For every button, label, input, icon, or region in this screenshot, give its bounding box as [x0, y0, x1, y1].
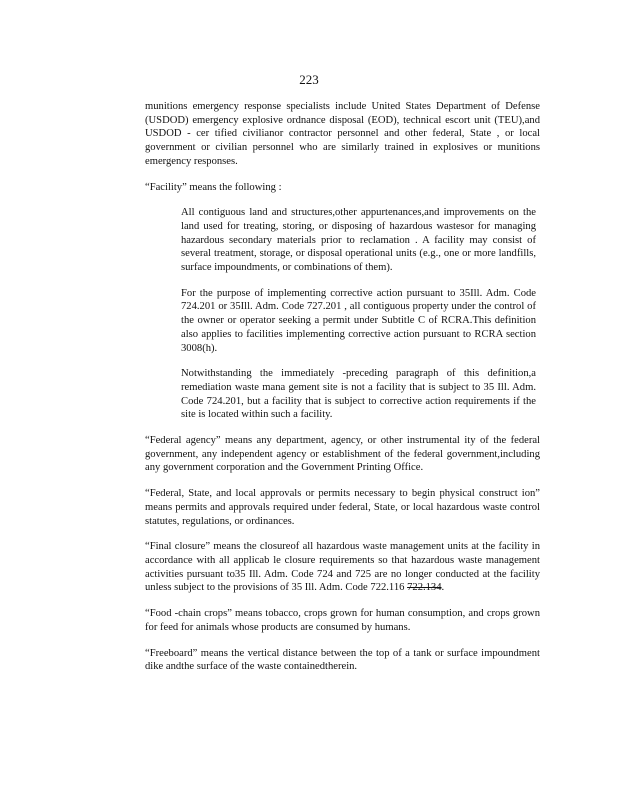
document-body: [145, 100, 540, 686]
definition-approvals-permits: “Federal, State, and local approvals or permits necessary to begin physical construct ion” means permits and approvals required under federal, State, or local hazardous waste control statutes, regulations, or ordinances.: [145, 488, 540, 527]
struck-citation: 722.134: [407, 582, 442, 594]
final-closure-text: “Final closure” means the closureof all hazardous waste management units at the facility in accordance with all applicab le closure requirements so that hazardous waste management activities pursuant to35 Ill. Adm. Code 724 and 725 are no longer conducted at the facility unless subject to the provisions of 35 Ill. Adm. Code 722.116: [145, 541, 540, 594]
paragraph-munitions-responders: munitions emergency response specialists include United States Department of Defense (USDOD) emergency explosive ordnance disposal (EOD), technical escort unit (TEU),and USDOD - cer tified civilianor contractor personnel and other federal, State , or local government or civilian personnel who are similarly trained in explosives or munitions emergency responses.: [145, 101, 540, 167]
definition-federal-agency: “Federal agency” means any department, agency, or other instrumental ity of the federal government, any independent agency or establishment of the federal government,including any government corporation and the Government Printing Office.: [145, 435, 540, 474]
definition-food-chain-crops: “Food -chain crops” means tobacco, crops grown for human consumption, and crops grown for feed for animals whose products are consumed by humans.: [145, 608, 540, 633]
definition-facility-heading: “Facility” means the following :: [145, 181, 282, 193]
definition-final-closure: [145, 540, 540, 595]
facility-definition-item-3: Notwithstanding the immediately -preceding paragraph of this definition,a remediation waste mana gement site is not a facility that is subject to 35 Ill. Adm. Code 724.201, but a facility that is subject to corrective action requirements if the site is located within such a facility.: [181, 368, 536, 421]
page-number: 223: [299, 72, 319, 87]
definition-freeboard: “Freeboard” means the vertical distance between the top of a tank or surface impoundment dike andthe surface of the waste containedtherein.: [145, 647, 540, 673]
final-closure-tail: .: [441, 582, 445, 594]
facility-definition-item-1: All contiguous land and structures,other appurtenances,and improvements on the land used for treating, storing, or disposing of hazardous wastesor for managing hazardous secondary materials prior to reclamation . A facility may consist of several treatment, storage, or disposal operational units (e.g., one or more landfills, surface impoundments, or combinations of them).: [181, 207, 536, 274]
facility-definition-item-2: For the purpose of implementing corrective action pursuant to 35Ill. Adm. Code 724.201 or 35Ill. Adm. Code 727.201 , all contiguous property under the control of the owner or operator seeking a permit under Subtitle C of RCRA.This definition also applies to facilities implementing corrective action pursuant to RCRA section 3008(h).: [181, 287, 536, 354]
